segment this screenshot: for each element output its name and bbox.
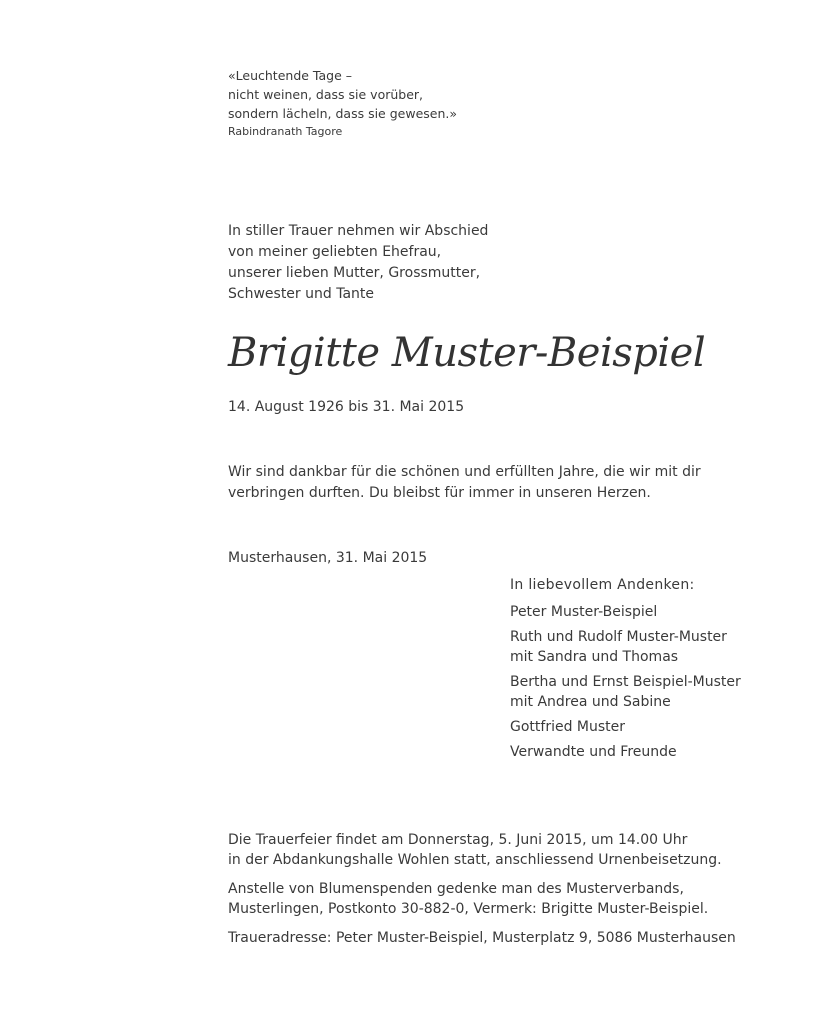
intro-line: unserer lieben Mutter, Grossmutter, [228, 265, 481, 281]
mourner-line: Gottfried Muster [510, 719, 626, 735]
mourner-line: mit Sandra und Thomas [510, 649, 679, 665]
thanks-line: Wir sind dankbar für die schönen und erfüllten Jahre, die wir mit dir [228, 464, 701, 480]
mourner-entry [510, 672, 810, 712]
ceremony-line: Die Trauerfeier findet am Donnerstag, 5. Juni 2015, um 14.00 Uhr [228, 832, 688, 848]
intro-line: In stiller Trauer nehmen wir Abschied [228, 223, 489, 239]
mourners-list [510, 575, 810, 767]
life-dates: 14. August 1926 bis 31. Mai 2015 [228, 399, 465, 415]
thanks-text [228, 462, 768, 504]
intro-line: Schwester und Tante [228, 286, 374, 302]
mourner-entry [510, 627, 810, 667]
intro-text [228, 221, 488, 305]
mourner-line: Peter Muster-Beispiel [510, 604, 658, 620]
quote-block [228, 66, 457, 141]
mourner-entry [510, 602, 810, 622]
donation-line: Musterlingen, Postkonto 30-882-0, Vermerk: Brigitte Muster-Beispiel. [228, 901, 709, 917]
mourners-heading: In liebevollem Andenken: [510, 577, 695, 593]
quote-line: nicht weinen, dass sie vorüber, [228, 87, 424, 102]
quote-line: sondern lächeln, dass sie gewesen.» [228, 106, 458, 121]
mourner-line: Ruth und Rudolf Muster-Muster [510, 629, 727, 645]
intro-line: von meiner geliebten Ehefrau, [228, 244, 442, 260]
quote-line: «Leuchtende Tage – [228, 68, 352, 83]
address-paragraph [228, 928, 788, 948]
quote-author: Rabindranath Tagore [228, 125, 343, 138]
donation-line: Anstelle von Blumenspenden gedenke man des Musterverbands, [228, 881, 684, 897]
place-date: Musterhausen, 31. Mai 2015 [228, 550, 428, 566]
deceased-name: Brigitte Muster-Beispiel [228, 330, 706, 376]
donation-paragraph [228, 879, 788, 919]
ceremony-paragraph [228, 830, 788, 870]
mourning-address: Traueradresse: Peter Muster-Beispiel, Musterplatz 9, 5086 Musterhausen [228, 930, 736, 946]
thanks-line: verbringen durften. Du bleibst für immer in unseren Herzen. [228, 485, 651, 501]
mourner-entry [510, 742, 810, 762]
mourner-line: Verwandte und Freunde [510, 744, 677, 760]
service-info [228, 830, 788, 957]
mourner-entry [510, 717, 810, 737]
mourner-line: mit Andrea und Sabine [510, 694, 671, 710]
mourner-line: Bertha und Ernst Beispiel-Muster [510, 674, 741, 690]
ceremony-line: in der Abdankungshalle Wohlen statt, anschliessend Urnenbeisetzung. [228, 852, 722, 868]
